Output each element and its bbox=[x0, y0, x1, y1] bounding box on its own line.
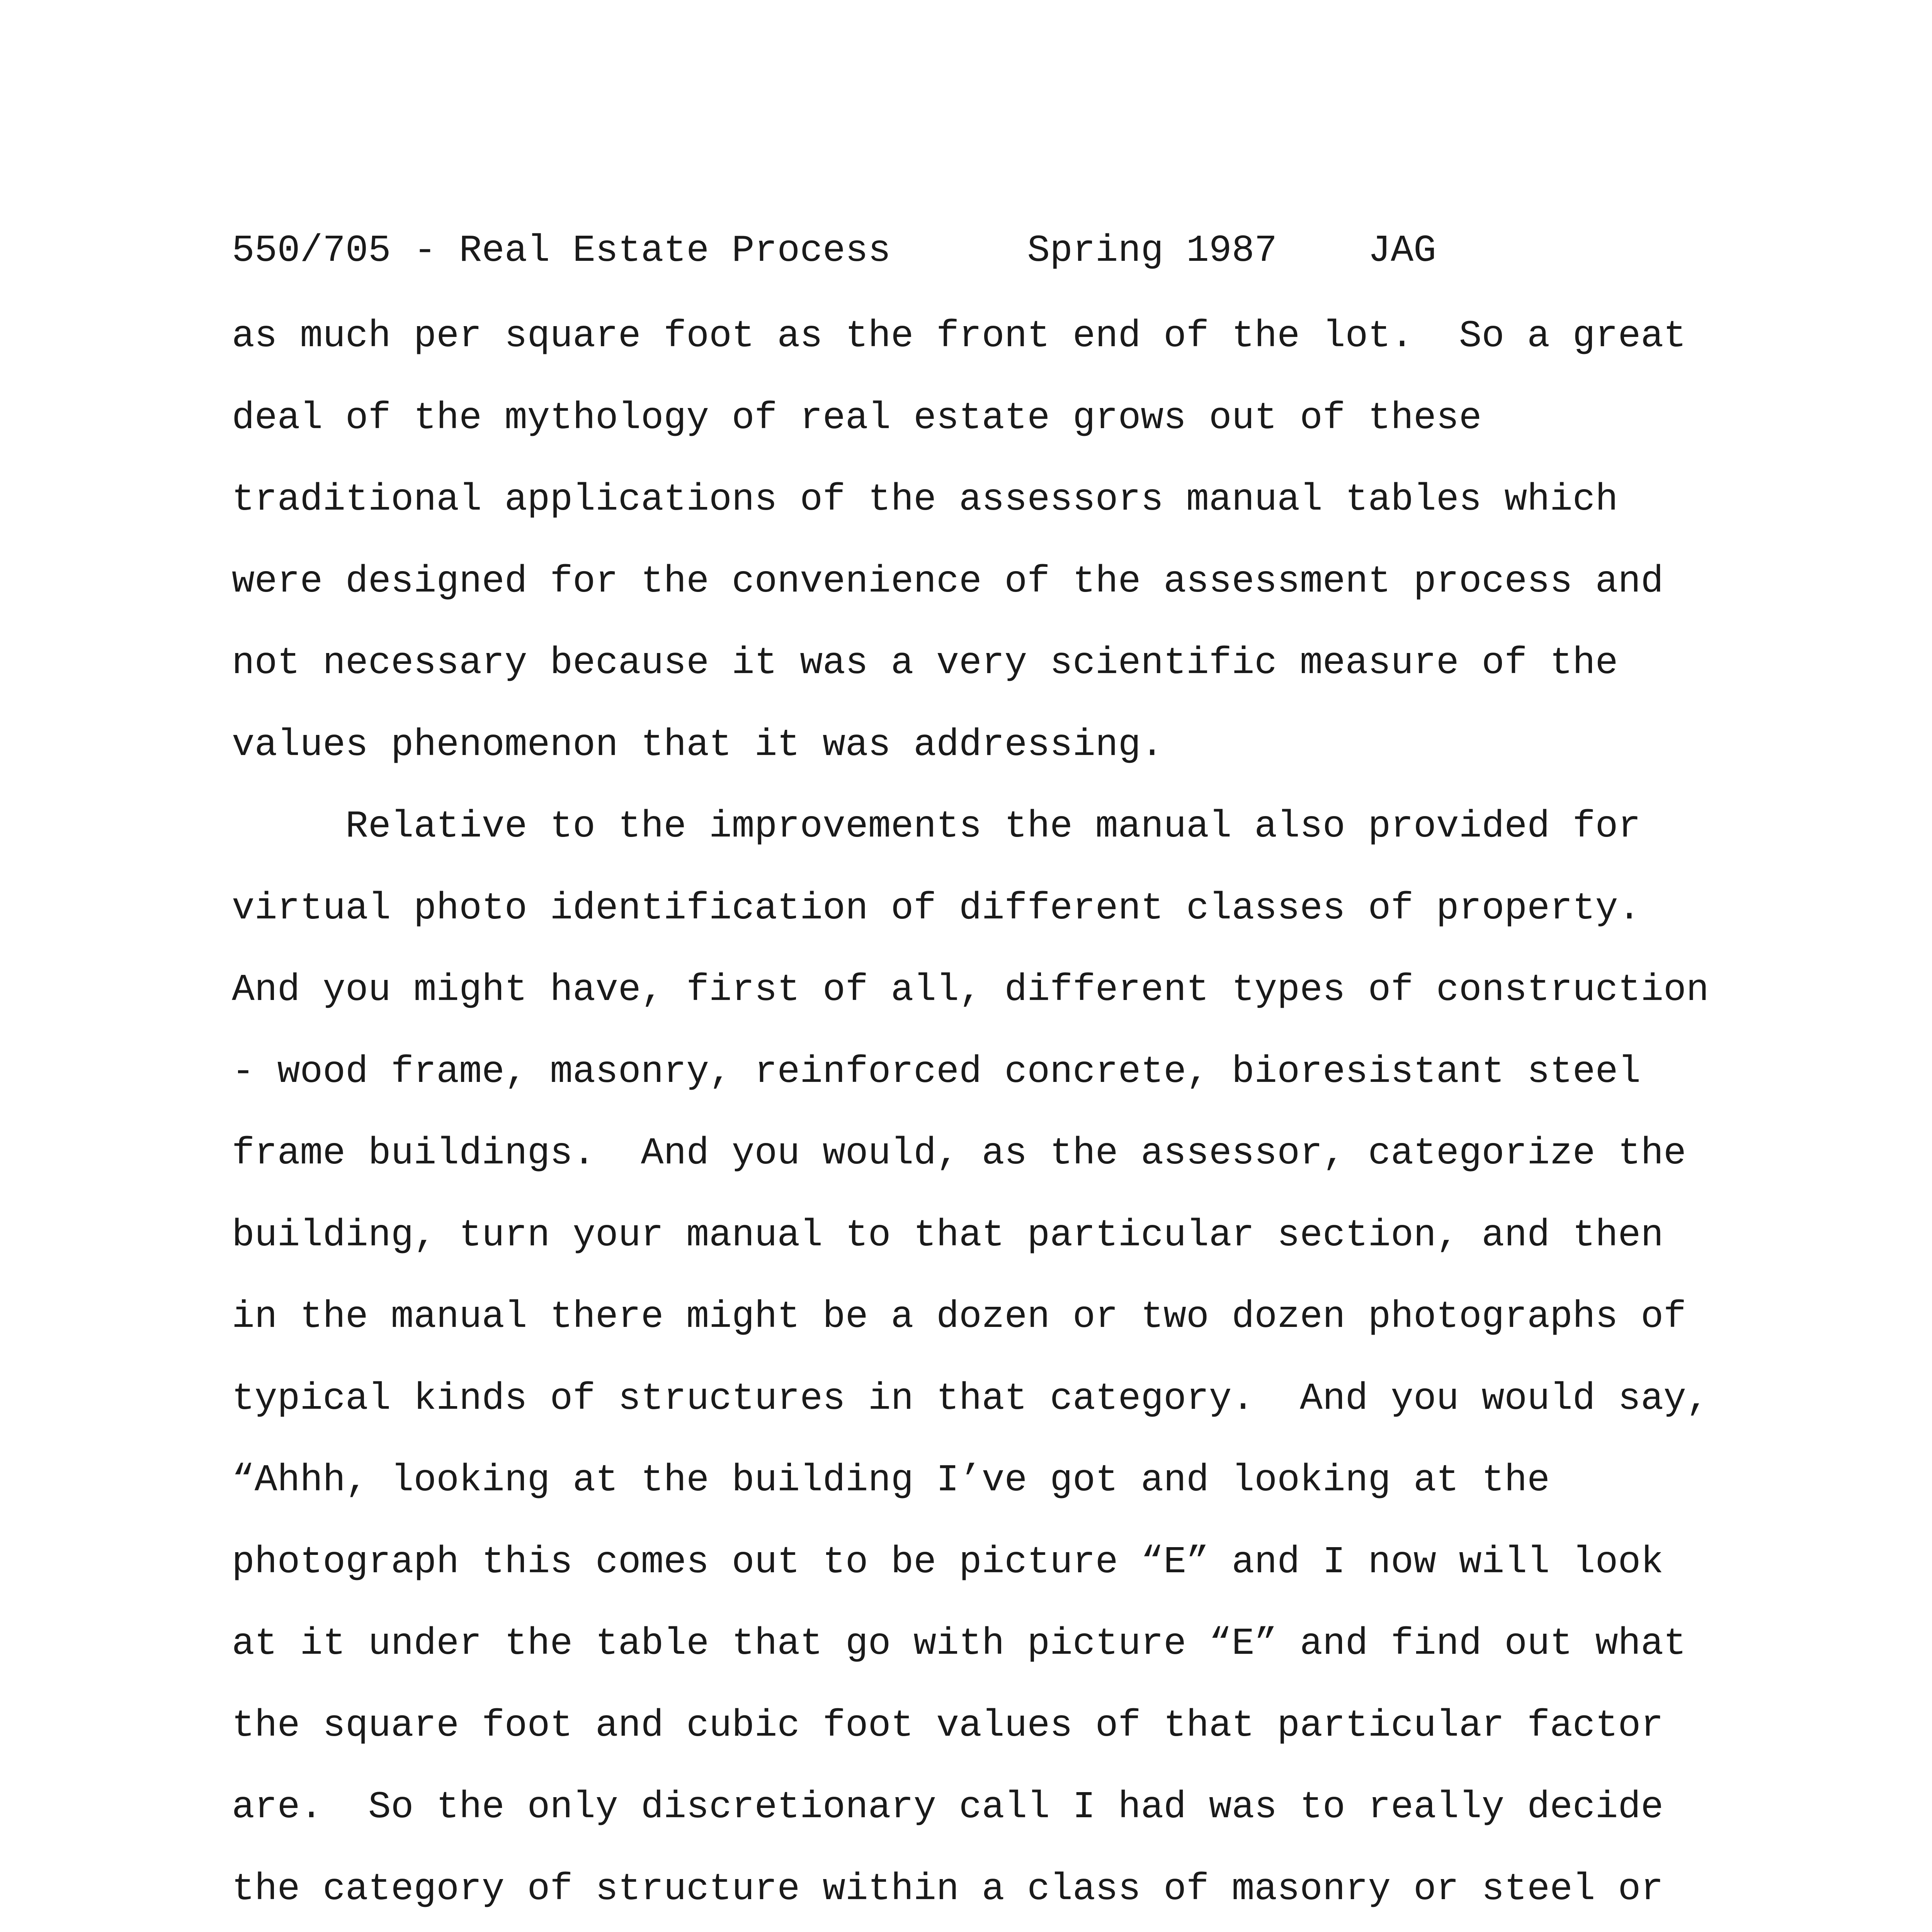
text-line: not necessary because it was a very scientific measure of the bbox=[232, 642, 1618, 685]
text-line: the square foot and cubic foot values of that particular factor bbox=[232, 1704, 1664, 1747]
text-line: values phenomenon that it was addressing. bbox=[232, 723, 1164, 767]
text-line: frame buildings. And you would, as the assessor, categorize the bbox=[232, 1132, 1686, 1175]
text-line: are. So the only discretionary call I had was to really decide bbox=[232, 1786, 1664, 1829]
text-line bbox=[232, 1930, 1777, 1932]
body-text bbox=[232, 296, 1777, 1932]
text-line: building, turn your manual to that particular section, and then bbox=[232, 1214, 1664, 1257]
text-line: as much per square foot as the front end of the lot. So a great bbox=[232, 315, 1686, 358]
text-line: deal of the mythology of real estate grows out of these bbox=[232, 396, 1482, 440]
text-line: were designed for the convenience of the assessment process and bbox=[232, 560, 1664, 603]
text-line: virtual photo identification of different classes of property. bbox=[232, 887, 1641, 930]
text-line: Relative to the improvements the manual also provided for bbox=[232, 805, 1641, 848]
page-header: 550/705 - Real Estate Process Spring 1987 JAG bbox=[232, 230, 1436, 272]
text-line: traditional applications of the assessors manual tables which bbox=[232, 478, 1618, 521]
text-line: photograph this comes out to be picture “E” and I now will look bbox=[232, 1541, 1664, 1584]
text-line: And you might have, first of all, different types of construction bbox=[232, 969, 1709, 1012]
text-line: typical kinds of structures in that category. And you would say, bbox=[232, 1377, 1709, 1420]
text-line: the category of structure within a class of masonry or steel or bbox=[232, 1867, 1664, 1911]
text-line: - wood frame, masonry, reinforced concrete, bioresistant steel bbox=[232, 1050, 1641, 1094]
text-line: “Ahhh, looking at the building I’ve got and looking at the bbox=[232, 1459, 1550, 1502]
text-line: in the manual there might be a dozen or two dozen photographs of bbox=[232, 1296, 1686, 1338]
text-line: at it under the table that go with picture “E” and find out what bbox=[232, 1622, 1686, 1665]
